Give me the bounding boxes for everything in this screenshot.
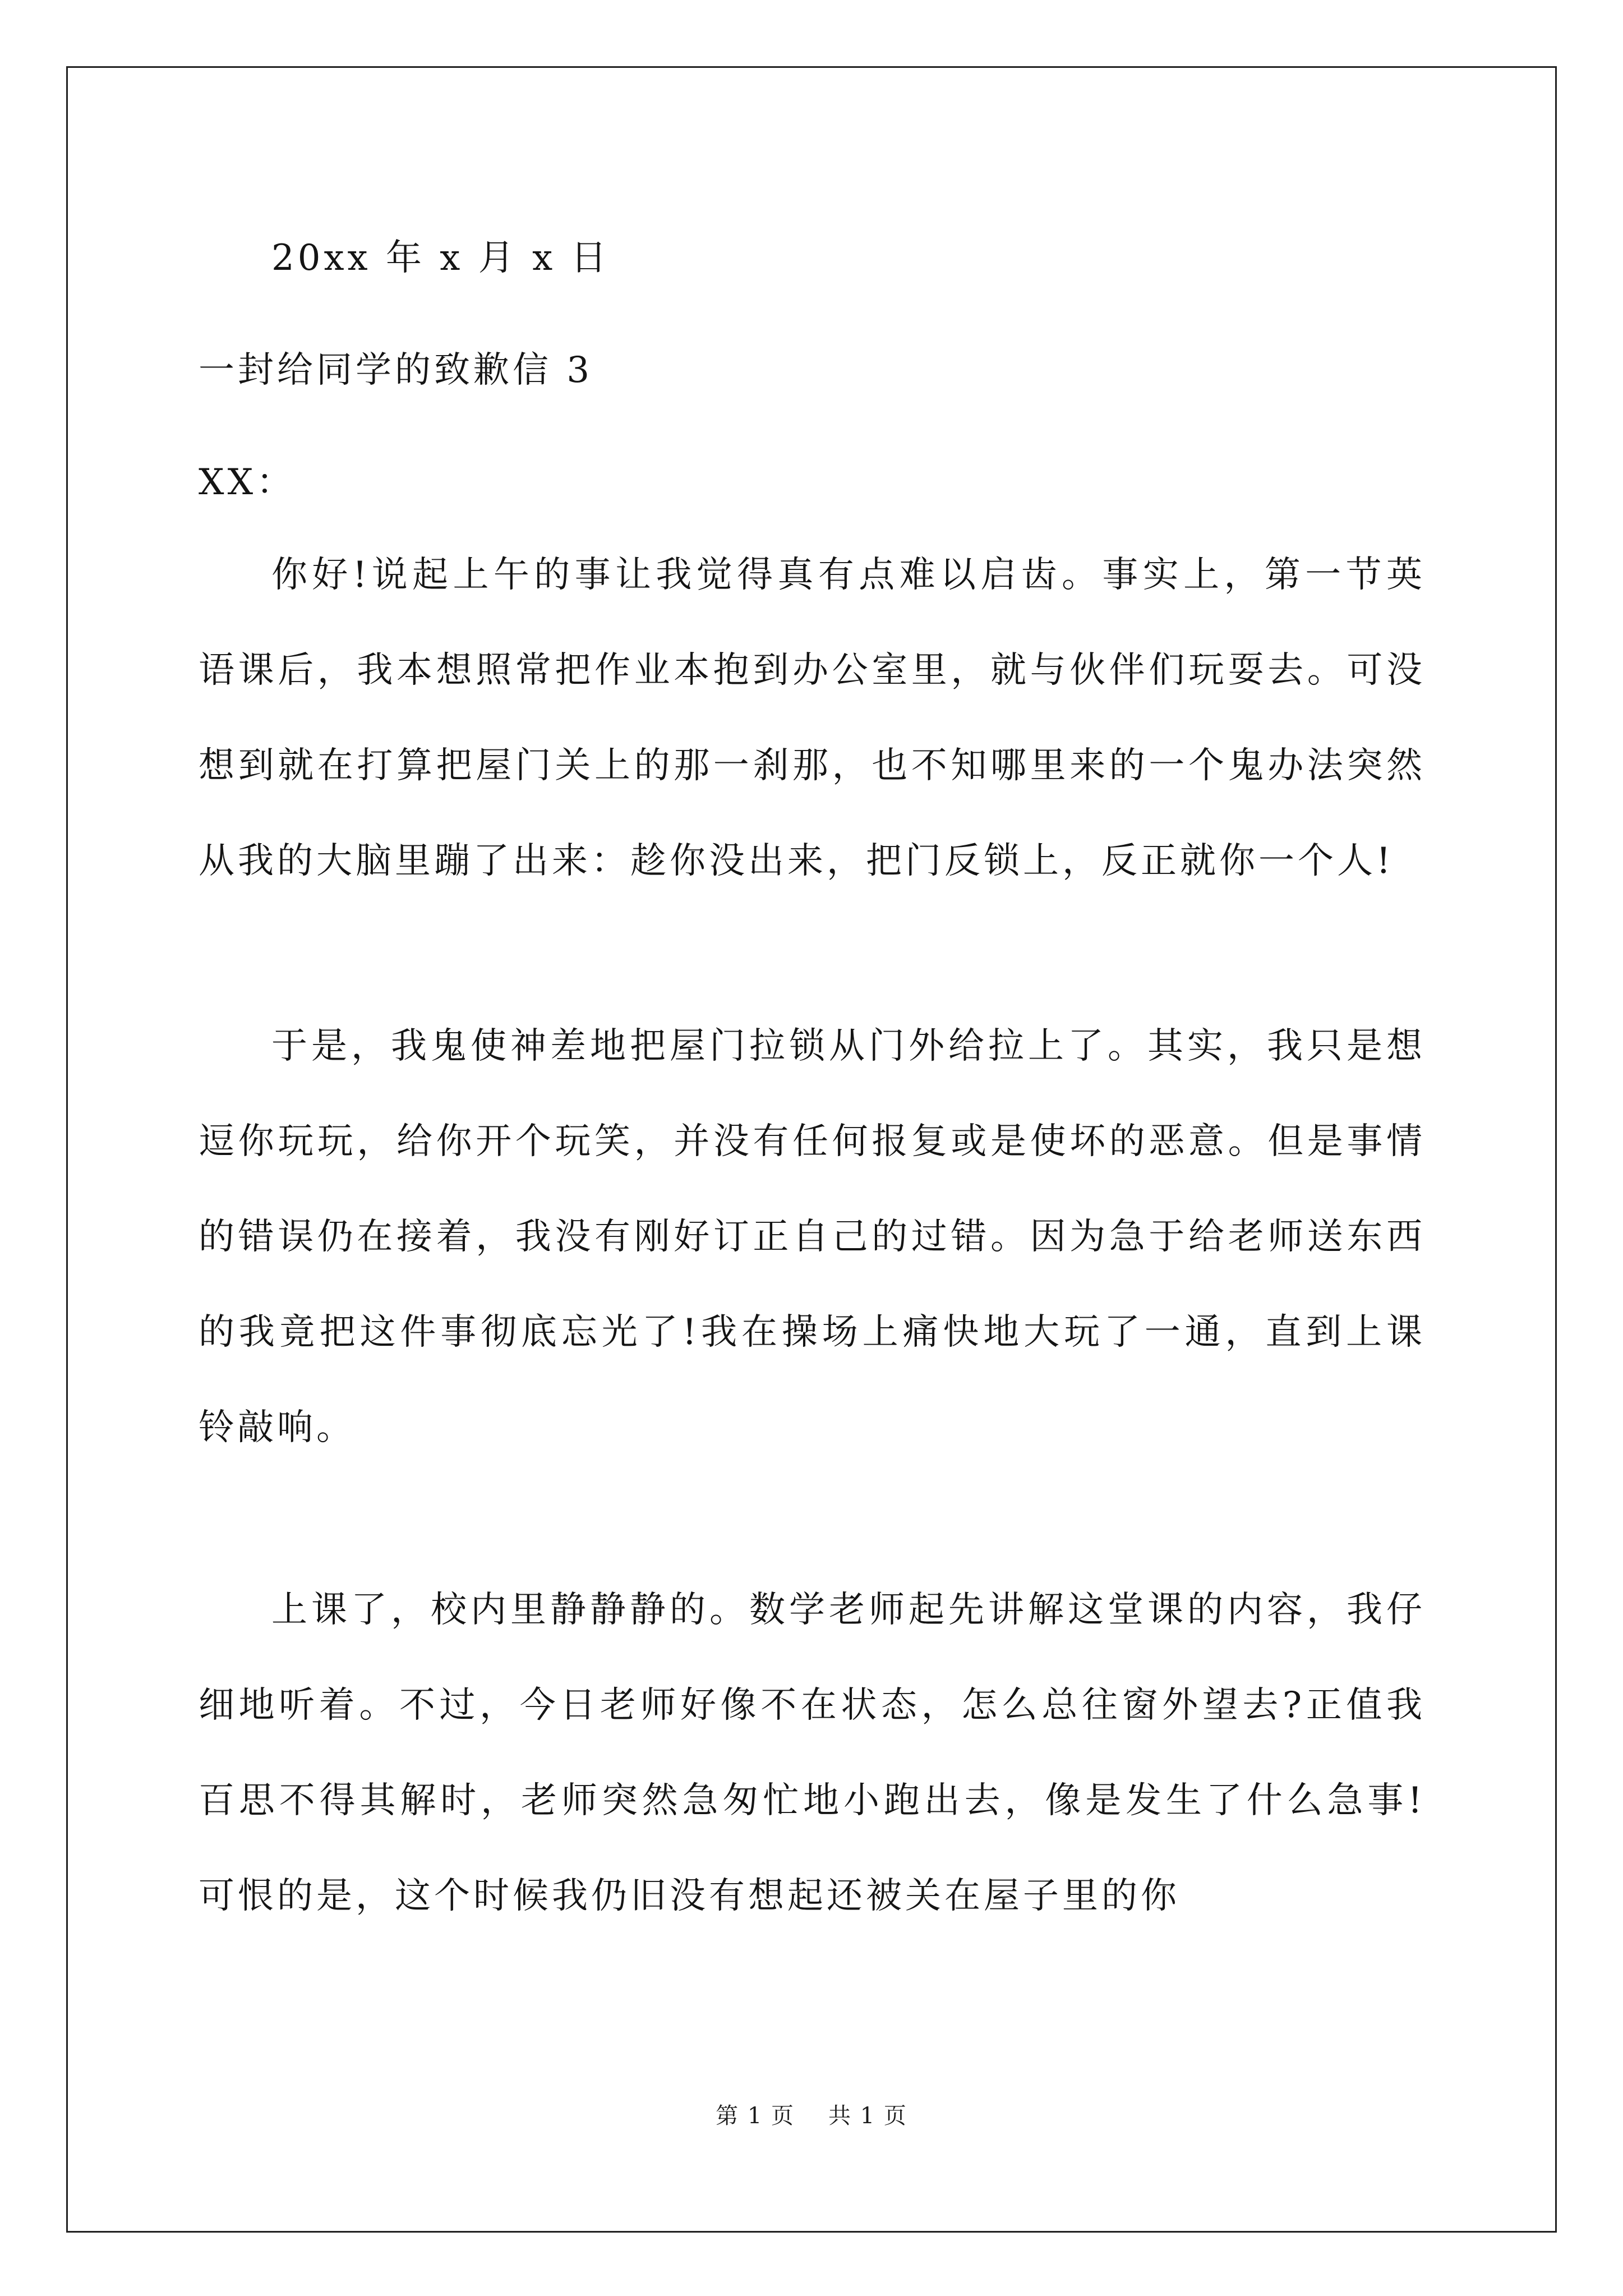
page-footer <box>0 2098 1623 2130</box>
page-number: 第 1 页 <box>716 2103 795 2129</box>
body-paragraph-2: 于是，我鬼使神差地把屋门拉锁从门外给拉上了。其实，我只是想逗你玩玩，给你开个玩笑，并没有任何报复或是使坏的恶意。但是事情的错误仍在接着，我没有刚好订正自己的过错。因为急于给老师送东西的我竟把这件事彻底忘光了!我在操场上痛快地大玩了一通，直到上课铃敲响。 <box>199 1025 1426 1448</box>
letter-date: 20xx 年 x 月 x 日 <box>271 237 610 279</box>
body-paragraph-3: 上课了，校内里静静静的。数学老师起先讲解这堂课的内容，我仔细地听着。不过，今日老师好像不在状态，怎么总往窗外望去?正值我百思不得其解时，老师突然急匆忙地小跑出去，像是发生了什么急事!可恨的是，这个时候我仍旧没有想起还被关在屋子里的你 <box>199 1589 1426 1917</box>
body-paragraph-1: 你好!说起上午的事让我觉得真有点难以启齿。事实上，第一节英语课后，我本想照常把作业本抱到办公室里，就与伙伴们玩耍去。可没想到就在打算把屋门关上的那一刹那，也不知哪里来的一个鬼办法突然从我的大脑里蹦了出来：趁你没出来，把门反锁上，反正就你一个人! <box>199 554 1426 882</box>
letter-title: 一封给同学的致歉信 3 <box>199 349 593 391</box>
letter-salutation: XX： <box>199 462 296 503</box>
page-total: 共 1 页 <box>828 2103 907 2129</box>
